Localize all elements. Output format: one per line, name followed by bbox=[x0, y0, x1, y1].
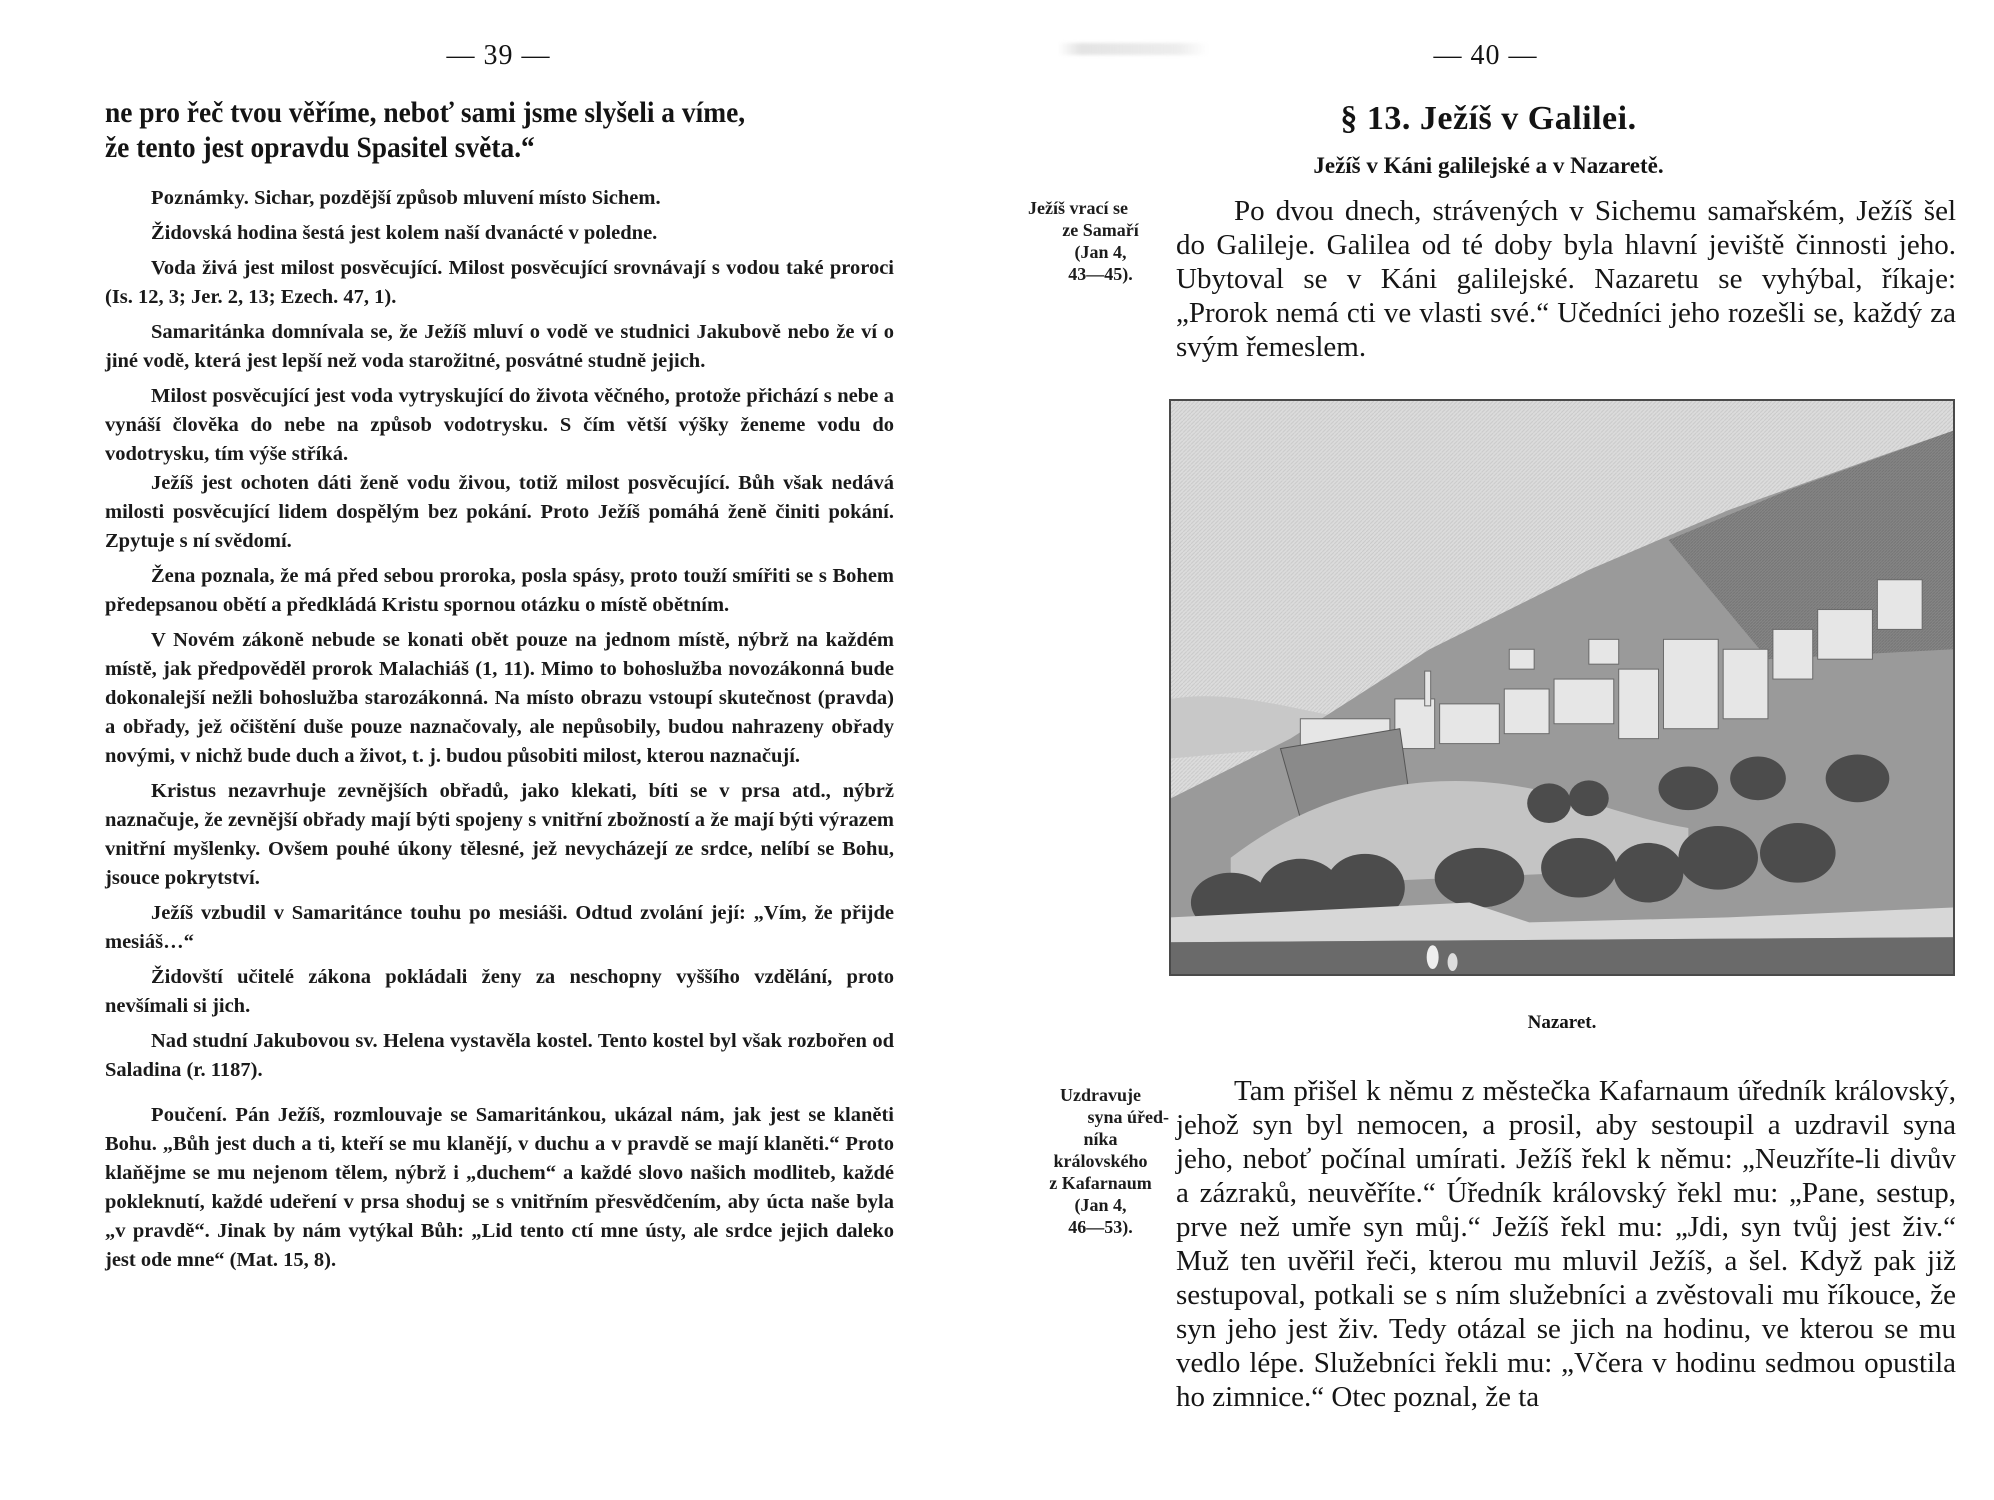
subsection-title: Ježíš v Káni galilejské a v Nazaretě. bbox=[1313, 153, 1664, 178]
notes-label: Poznámky. bbox=[151, 187, 250, 209]
page-39-content bbox=[105, 96, 894, 1275]
notes-section bbox=[105, 184, 894, 1275]
page-number: — 39 — bbox=[446, 40, 551, 71]
note-paragraph: Žena poznala, že má před sebou proroka, posla spásy, proto touží smířiti se s Bohem předepsanou obětí a předkládá Kristu spornou otázku o místě obětním. bbox=[105, 565, 894, 616]
page-number: — 40 — bbox=[1433, 40, 1538, 71]
section-title: § 13. Ježíš v Galilei. bbox=[1340, 100, 1637, 137]
body-paragraph-2: Tam přišel k němu z městečka Kafarnaum úředník královský, jehož syn byl nemocen, a prosil, aby sestoupil a uzdravil syna jeho, neboť počínal umírati. Ježíš řekl k němu: „Neuzříte-li divův a zázraků, neuvěříte.“ Úředník královský řekl mu: „Pane, sestup, prve než umře syn můj.“ Ježíš řekl mu: „Jdi, syn tvůj jest živ.“ Muž ten uvěřil řeči, kterou mu mluvil Ježíš, a šel. Když pak již sestupoval, potkali se s ním služebníci a zvěstovali mu říkouce, že syn jeho jest živ. Tedy otázal se jich na hodinu, ve kterou se mu vedlo lépe. Služebníci řekli mu: „Včera v hodinu sedmou opustila ho zimnice.“ Otec poznal, že ta bbox=[1176, 1075, 1956, 1413]
note-paragraph: Ježíš vzbudil v Samaritánce touhu po mesiáši. Odtud zvolání její: „Vím, že přijde mesiáš…“ bbox=[105, 902, 894, 953]
note-paragraph: Kristus nezavrhuje zevnějších obřadů, jako klekati, bíti se v prsa atd., nýbrž naznačuje, že zevnější obřady mají býti spojeny s vnitřní zbožností a že mají býti výrazem vnitřní myšlenky. Ovšem pouhé úkony tělesné, jež nevycházejí ze srdce, nelíbí se Bohu, jsouce pokrytství. bbox=[105, 780, 894, 889]
body-paragraph-1: Po dvou dnech, strávených v Sichemu samařském, Ježíš šel do Galileje. Galilea od té doby byla hlavní jeviště činnosti jeho. Ubytoval se v Káni galilejské. Nazaretu se vyhýbal, říkaje: „Prorok nemá cti ve vlasti své.“ Učedníci jeho rozešli se, každý za svým řemeslem. bbox=[1176, 195, 1956, 363]
note-paragraph: Milost posvěcující jest voda vytryskující do života věčného, protože přichází s nebe a vynáší člověka do nebe na způsob vodotrysku. S čím větší výšky ženeme vodu do vodotrysku, tím výše stříká. bbox=[105, 385, 894, 465]
note-paragraph: Židovští učitelé zákona pokládali ženy za neschopny vyššího vzdělání, proto nevšímali si jich. bbox=[105, 966, 894, 1017]
note-paragraph: Poznámky. Sichar, pozdější způsob mluvení místo Sichem. bbox=[151, 187, 661, 209]
note-paragraph: Nad studní Jakubovou sv. Helena vystavěla kostel. Tento kostel byl však rozbořen od Saladina (r. 1187). bbox=[105, 1030, 894, 1081]
landscape-engraving-icon bbox=[1171, 401, 1953, 974]
lead-text bbox=[105, 96, 894, 166]
margin-note-healing: Uzdravuje syna úřed- níka královského z Kafarnaum (Jan 4, 46—53). bbox=[1049, 1085, 1169, 1237]
scan-artifact bbox=[1058, 43, 1208, 55]
lesson-paragraph: Poučení. Pán Ježíš, rozmlouvaje se Samaritánkou, ukázal nám, jak jest se klaněti Bohu. „Bůh jest duch a ti, kteří se mu klanějí, v duchu a v pravdě se mají klaněti.“ Proto klaňějme se mu nejenom tělem, nýbrž i „duchem“ a každé slovo našich modliteb, každé pokleknutí, každé udeření v prsa shoduj se s vnitřním přesvědčením, aby úcta naše byla „v pravdě“. Jinak by nám vytýkal Bůh: „Lid tento ctí mne ústy, ale srdce jejich daleko jest ode mne“ (Mat. 15, 8). bbox=[105, 1104, 895, 1271]
margin-note-return: Ježíš vrací se ze Samaří (Jan 4, 43—45). bbox=[1028, 198, 1139, 284]
note-paragraph: V Novém zákoně nebude se konati obět pouze na jednom místě, nýbrž na každém místě, jak předpověděl prorok Malachiáš (1, 11). Mimo to bohoslužba novozákonná bude dokonalejší nežli bohoslužba starozákonná. Na místo obrazu vstoupí skutečnost (pravda) a obřady, jež očištění duše pouze naznačovaly, ale nepůsobily, budou nahrazeny obřady novými, v nichž bude duch a život, t. j. budou působiti milost, kterou naznačují. bbox=[105, 629, 894, 767]
note-paragraph: Ježíš jest ochoten dáti ženě vodu živou, totiž milost posvěcující. Bůh však nedává milosti posvěcující lidem dospělým bez pokání. Proto Ježíš pomáhá ženě činiti pokání. Zpytuje s ní svědomí. bbox=[105, 472, 894, 552]
lesson-label: Poučení. bbox=[151, 1104, 228, 1126]
note-paragraph: Samaritánka domnívala se, že Ježíš mluví o vodě ve studnici Jakubově nebo že ví o jiné vodě, která jest lepší než voda starožitné, posvátné studně jejich. bbox=[105, 321, 894, 372]
lead-line: ne pro řeč tvou věříme, neboť sami jsme slyšeli a víme, bbox=[105, 97, 746, 129]
figure-caption: Nazaret. bbox=[1527, 1012, 1597, 1033]
note-paragraph: Židovská hodina šestá jest kolem naší dvanácté v poledne. bbox=[151, 222, 658, 244]
nazareth-illustration bbox=[1169, 399, 1955, 976]
note-paragraph: Voda živá jest milost posvěcující. Milost posvěcující srovnávají s vodou také proroci (Is. 12, 3; Jer. 2, 13; Ezech. 47, 1). bbox=[105, 257, 894, 308]
lead-line: že tento jest opravdu Spasitel světa.“ bbox=[105, 132, 535, 164]
